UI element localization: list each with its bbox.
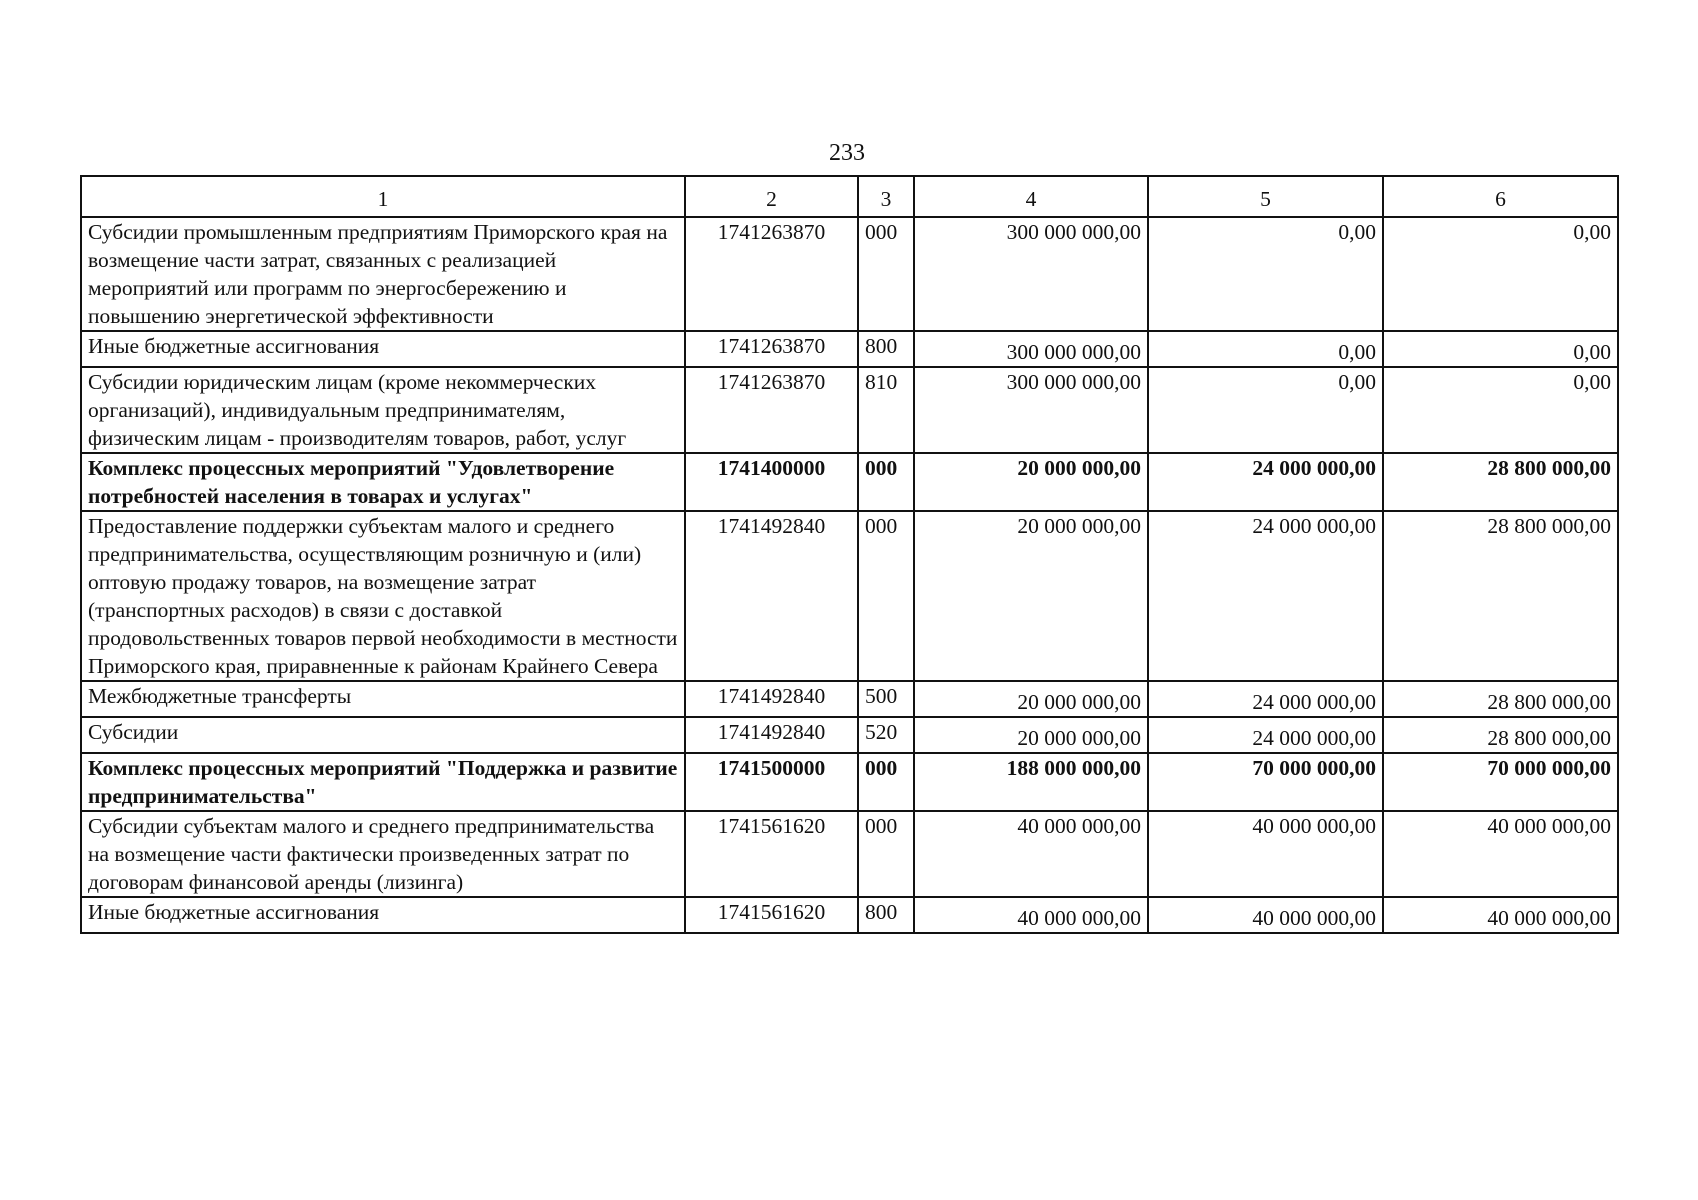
- row-amount-col5: 40 000 000,00: [1148, 811, 1383, 897]
- row-amount-col6: 28 800 000,00: [1383, 681, 1618, 717]
- row-expense-type: 810: [858, 367, 914, 453]
- row-amount-col6: 0,00: [1383, 331, 1618, 367]
- row-code: 1741500000: [685, 753, 858, 811]
- row-amount-col6: 70 000 000,00: [1383, 753, 1618, 811]
- row-amount-col4: 300 000 000,00: [914, 217, 1148, 331]
- table-row: [81, 897, 1618, 933]
- row-name: Иные бюджетные ассигнования: [81, 897, 685, 933]
- budget-table: [80, 175, 1619, 934]
- table-row: [81, 681, 1618, 717]
- row-amount-col5: 0,00: [1148, 217, 1383, 331]
- row-code: 1741263870: [685, 217, 858, 331]
- row-amount-col5: 24 000 000,00: [1148, 453, 1383, 511]
- row-amount-col4: 300 000 000,00: [914, 331, 1148, 367]
- row-expense-type: 800: [858, 331, 914, 367]
- row-code: 1741561620: [685, 811, 858, 897]
- row-amount-col6: 28 800 000,00: [1383, 511, 1618, 681]
- row-amount-col5: 40 000 000,00: [1148, 897, 1383, 933]
- row-amount-col4: 300 000 000,00: [914, 367, 1148, 453]
- row-amount-col4: 40 000 000,00: [914, 811, 1148, 897]
- row-amount-col5: 24 000 000,00: [1148, 511, 1383, 681]
- row-expense-type: 000: [858, 811, 914, 897]
- header-col-5: 5: [1148, 176, 1383, 217]
- row-amount-col4: 20 000 000,00: [914, 453, 1148, 511]
- row-code: 1741561620: [685, 897, 858, 933]
- table-row: [81, 811, 1618, 897]
- row-amount-col4: 40 000 000,00: [914, 897, 1148, 933]
- row-amount-col4: 188 000 000,00: [914, 753, 1148, 811]
- row-code: 1741492840: [685, 511, 858, 681]
- table-row: [81, 217, 1618, 331]
- row-expense-type: 000: [858, 217, 914, 331]
- row-code: 1741492840: [685, 681, 858, 717]
- table-row: [81, 717, 1618, 753]
- row-name: Субсидии промышленным предприятиям Приморского края на возмещение части затрат, связанных с реализацией мероприятий или программ по энергосбережению и повышению энергетической эффективности: [81, 217, 685, 331]
- row-name: Субсидии субъектам малого и среднего предпринимательства на возмещение части фактически произведенных затрат по договорам финансовой аренды (лизинга): [81, 811, 685, 897]
- row-amount-col5: 0,00: [1148, 367, 1383, 453]
- row-amount-col5: 0,00: [1148, 331, 1383, 367]
- row-code: 1741400000: [685, 453, 858, 511]
- row-name: Субсидии: [81, 717, 685, 753]
- row-expense-type: 000: [858, 753, 914, 811]
- row-amount-col6: 28 800 000,00: [1383, 453, 1618, 511]
- row-amount-col6: 28 800 000,00: [1383, 717, 1618, 753]
- row-amount-col4: 20 000 000,00: [914, 717, 1148, 753]
- row-amount-col4: 20 000 000,00: [914, 511, 1148, 681]
- page-number: 233: [829, 140, 865, 166]
- row-name: Межбюджетные трансферты: [81, 681, 685, 717]
- row-amount-col5: 70 000 000,00: [1148, 753, 1383, 811]
- row-name: Иные бюджетные ассигнования: [81, 331, 685, 367]
- header-col-1: 1: [81, 176, 685, 217]
- row-amount-col6: 40 000 000,00: [1383, 811, 1618, 897]
- row-amount-col6: 0,00: [1383, 367, 1618, 453]
- row-expense-type: 000: [858, 511, 914, 681]
- row-code: 1741263870: [685, 331, 858, 367]
- row-name: Предоставление поддержки субъектам малого и среднего предпринимательства, осуществляющим розничную и (или) оптовую продажу товаров, на возмещение затрат (транспортных расходов) в связи с доставкой продовольственных товаров первой необходимости в местности Приморского края, приравненные к районам Крайнего Севера: [81, 511, 685, 681]
- row-expense-type: 520: [858, 717, 914, 753]
- row-expense-type: 500: [858, 681, 914, 717]
- row-name: Комплекс процессных мероприятий "Поддержка и развитие предпринимательства": [81, 753, 685, 811]
- row-code: 1741492840: [685, 717, 858, 753]
- row-expense-type: 800: [858, 897, 914, 933]
- row-amount-col6: 0,00: [1383, 217, 1618, 331]
- header-col-2: 2: [685, 176, 858, 217]
- header-col-3: 3: [858, 176, 914, 217]
- table-row: [81, 331, 1618, 367]
- row-amount-col4: 20 000 000,00: [914, 681, 1148, 717]
- row-name: Комплекс процессных мероприятий "Удовлетворение потребностей населения в товарах и услугах": [81, 453, 685, 511]
- table-row: [81, 453, 1618, 511]
- row-name: Субсидии юридическим лицам (кроме некоммерческих организаций), индивидуальным предпринимателям, физическим лицам - производителям товаров, работ, услуг: [81, 367, 685, 453]
- header-row: [81, 176, 1618, 217]
- table-row: [81, 753, 1618, 811]
- row-expense-type: 000: [858, 453, 914, 511]
- row-amount-col6: 40 000 000,00: [1383, 897, 1618, 933]
- table-row: [81, 367, 1618, 453]
- row-code: 1741263870: [685, 367, 858, 453]
- table-row: [81, 511, 1618, 681]
- row-amount-col5: 24 000 000,00: [1148, 717, 1383, 753]
- header-col-4: 4: [914, 176, 1148, 217]
- header-col-6: 6: [1383, 176, 1618, 217]
- row-amount-col5: 24 000 000,00: [1148, 681, 1383, 717]
